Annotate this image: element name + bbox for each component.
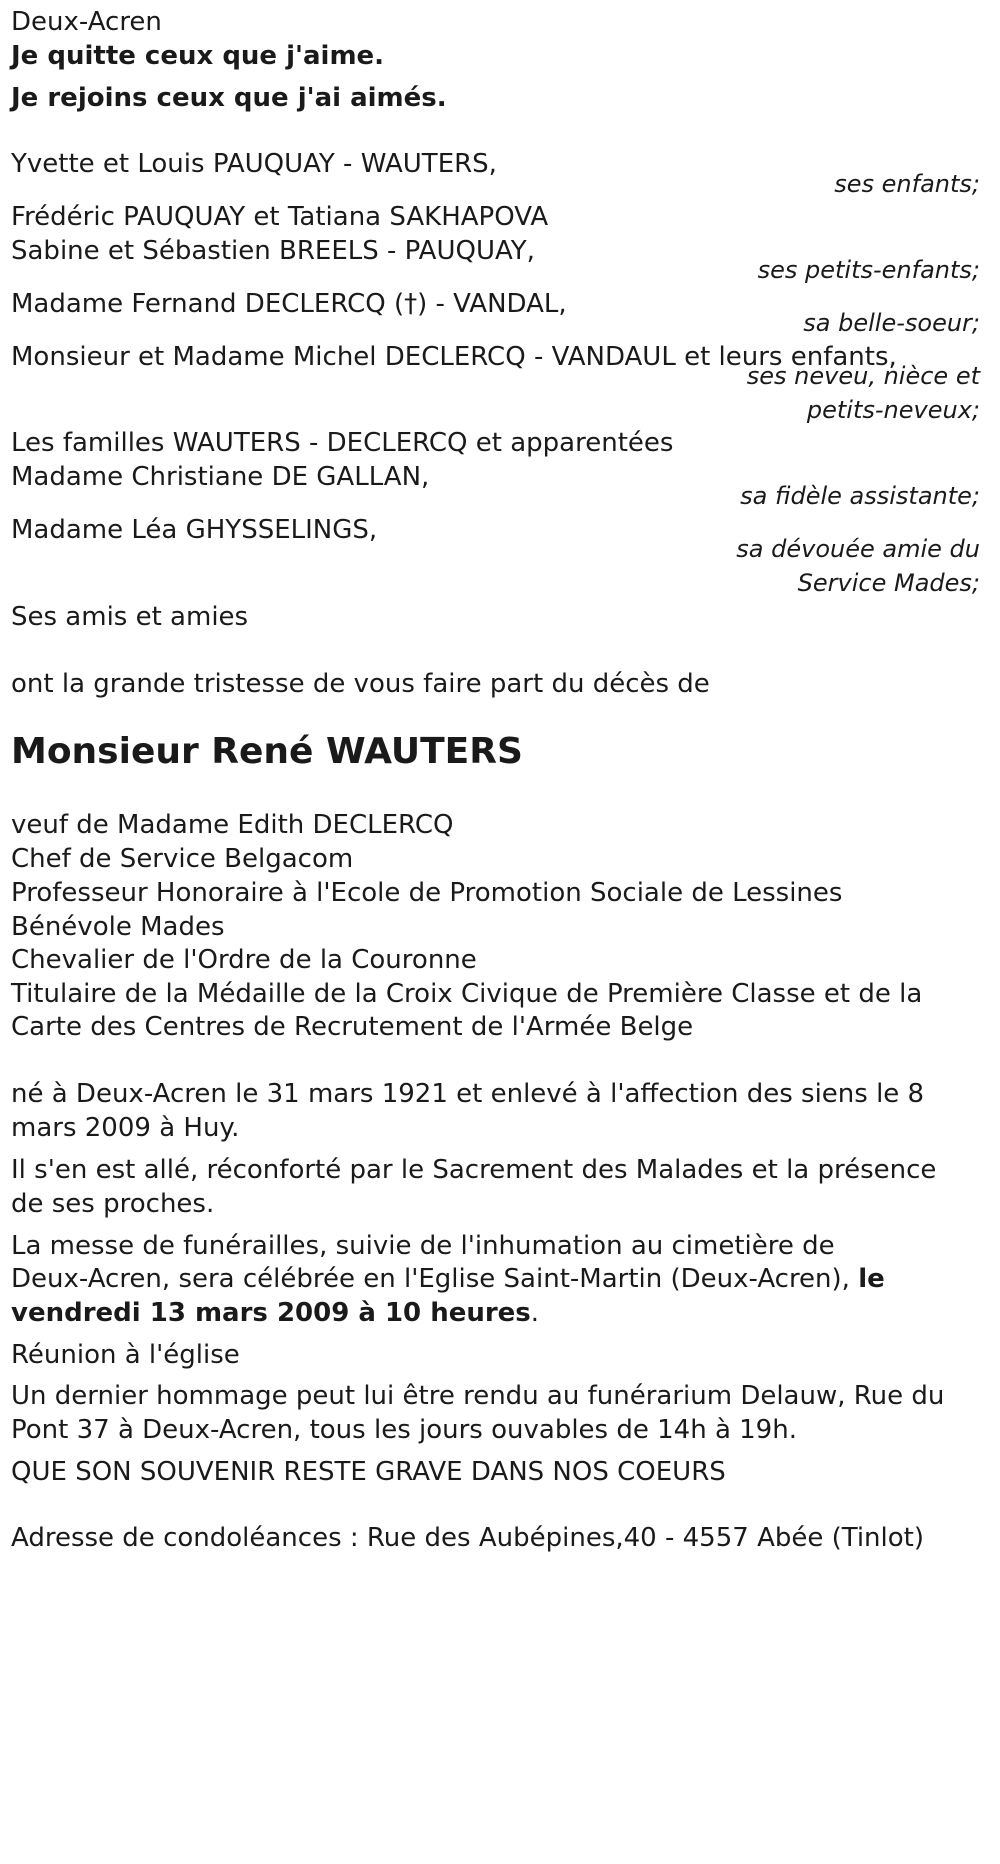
funeral-date: vendredi 13 mars 2009 à 10 heures: [11, 1298, 531, 1328]
family-grandchild-2: Sabine et Sébastien BREELS - PAUQUAY,: [11, 236, 535, 266]
family-children-role: ses enfants;: [834, 170, 980, 198]
family-friend-role-1: sa dévouée amie du: [736, 535, 980, 563]
memory-text: QUE SON SOUVENIR RESTE GRAVE DANS NOS COEURS: [11, 1457, 726, 1487]
title-line-2: Chef de Service Belgacom: [11, 844, 354, 874]
family-nephew-role-1: ses neveu, nièce et: [746, 362, 980, 390]
title-line-5: Chevalier de l'Ordre de la Couronne: [11, 945, 477, 975]
family-sister-in-law-name: Madame Fernand DECLERCQ (†) - VANDAL,: [11, 289, 567, 319]
family-nephew-role-2: petits-neveux;: [806, 396, 980, 424]
title-line-7: Carte des Centres de Recrutement de l'Armée Belge: [11, 1012, 694, 1042]
funeral-line-2-bold: le: [858, 1264, 885, 1294]
birth-line-1: né à Deux-Acren le 31 mars 1921 et enlevé à l'affection des siens le 8: [11, 1079, 925, 1109]
funeral-line-1: La messe de funérailles, suivie de l'inhumation au cimetière de: [11, 1231, 835, 1261]
epitaph-line-1: Je quitte ceux que j'aime.: [11, 41, 385, 71]
sacrament-line-2: de ses proches.: [11, 1189, 215, 1219]
family-families: Les familles WAUTERS - DECLERCQ et apparentées: [11, 428, 674, 458]
family-friend-name: Madame Léa GHYSSELINGS,: [11, 515, 378, 545]
meeting-text: Réunion à l'église: [11, 1340, 240, 1370]
birth-line-2: mars 2009 à Huy.: [11, 1113, 240, 1143]
funeral-line-2-text: Deux-Acren, sera célébrée en l'Eglise Saint-Martin (Deux-Acren),: [11, 1264, 859, 1294]
funeral-line-3: [11, 1296, 539, 1330]
family-children-names: Yvette et Louis PAUQUAY - WAUTERS,: [11, 149, 497, 179]
announcement-text: ont la grande tristesse de vous faire part du décès de: [11, 669, 710, 699]
family-sister-in-law-role: sa belle-soeur;: [803, 309, 980, 337]
title-line-6: Titulaire de la Médaille de la Croix Civique de Première Classe et de la: [11, 979, 923, 1009]
family-grandchild-1: Frédéric PAUQUAY et Tatiana SAKHAPOVA: [11, 202, 549, 232]
funeral-line-3-end: .: [530, 1298, 540, 1328]
funeral-line-2: [11, 1262, 885, 1296]
tribute-line-2: Pont 37 à Deux-Acren, tous les jours ouvables de 14h à 19h.: [11, 1415, 797, 1445]
place-name: Deux-Acren: [11, 7, 162, 37]
family-friends: Ses amis et amies: [11, 602, 249, 632]
family-friend-role-2: Service Mades;: [797, 569, 980, 597]
epitaph-line-2: Je rejoins ceux que j'ai aimés.: [11, 83, 447, 113]
family-nephew-name: Monsieur et Madame Michel DECLERCQ - VANDAUL et leurs enfants,: [11, 342, 897, 372]
family-grandchildren-role: ses petits-enfants;: [757, 256, 980, 284]
deceased-name: Monsieur René WAUTERS: [11, 731, 523, 772]
condolences-address: Adresse de condoléances : Rue des Aubépines,40 - 4557 Abée (Tinlot): [11, 1523, 925, 1553]
title-line-4: Bénévole Mades: [11, 912, 225, 942]
title-line-1: veuf de Madame Edith DECLERCQ: [11, 810, 454, 840]
sacrament-line-1: Il s'en est allé, réconforté par le Sacrement des Malades et la présence: [11, 1155, 937, 1185]
family-assistant-name: Madame Christiane DE GALLAN,: [11, 462, 430, 492]
tribute-line-1: Un dernier hommage peut lui être rendu au funérarium Delauw, Rue du: [11, 1381, 945, 1411]
family-assistant-role: sa fidèle assistante;: [740, 482, 980, 510]
title-line-3: Professeur Honoraire à l'Ecole de Promotion Sociale de Lessines: [11, 878, 843, 908]
